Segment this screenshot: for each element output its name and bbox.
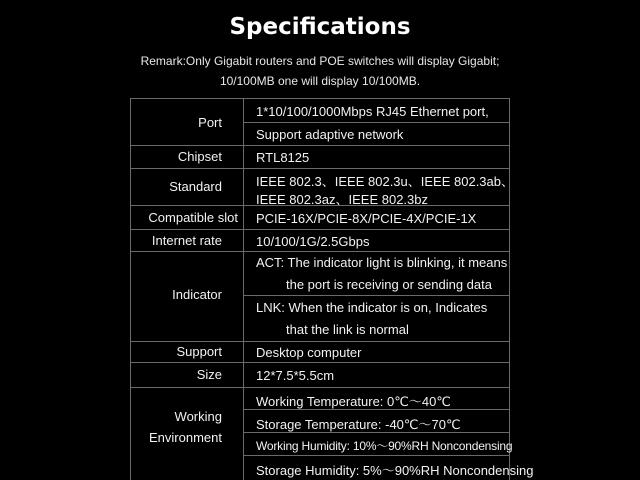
row-separator	[130, 251, 510, 252]
table-border-left	[130, 98, 131, 480]
value-internet-rate: 10/100/1G/2.5Gbps	[256, 234, 370, 249]
table-border-right	[509, 98, 510, 480]
sub-row-separator	[243, 455, 510, 456]
row-separator	[130, 341, 510, 342]
value-compatible-slot: PCIE-16X/PCIE-8X/PCIE-4X/PCIE-1X	[256, 211, 477, 226]
value-storage-humidity: Storage Humidity: 5%～90%RH Noncondensing	[256, 463, 534, 478]
spec-table	[130, 98, 534, 480]
table-border-top	[130, 98, 510, 99]
value-working-humidity: Working Humidity: 10%～90%RH Noncondensing	[256, 439, 513, 453]
label-internet-rate: Internet rate	[151, 233, 222, 248]
remark-line-1: Remark:Only Gigabit routers and POE switches will display Gigabit;	[140, 54, 500, 68]
label-chipset: Chipset	[177, 149, 222, 164]
label-indicator: Indicator	[172, 287, 222, 302]
row-separator	[130, 145, 510, 146]
value-standard-line-2: IEEE 802.3az、IEEE 802.3bz	[256, 192, 428, 207]
value-indicator-line-4: that the link is normal	[286, 322, 409, 337]
row-separator	[130, 387, 510, 388]
value-indicator-line-2: the port is receiving or sending data	[286, 277, 492, 292]
value-chipset: RTL8125	[256, 150, 310, 165]
value-size: 12*7.5*5.5cm	[256, 368, 335, 383]
row-separator	[130, 168, 510, 169]
value-port-line-2: Support adaptive network	[256, 127, 404, 142]
value-indicator-line-1: ACT: The indicator light is blinking, it means	[256, 255, 508, 270]
value-support: Desktop computer	[256, 345, 362, 360]
value-storage-temperature: Storage Temperature: -40℃～70℃	[256, 417, 461, 432]
value-port-line-1: 1*10/100/1000Mbps RJ45 Ethernet port,	[256, 104, 489, 119]
row-separator	[130, 229, 510, 230]
label-environment-line-1: Working	[174, 409, 222, 424]
value-working-temperature: Working Temperature: 0℃～40℃	[256, 394, 451, 409]
label-compatible-slot: Compatible slot	[148, 210, 238, 225]
label-port: Port	[198, 115, 222, 130]
page-title: Specifications	[229, 14, 411, 40]
value-indicator-line-3: LNK: When the indicator is on, Indicates	[256, 300, 488, 315]
remark-line-2: 10/100MB one will display 10/100MB.	[219, 74, 421, 88]
label-environment-line-2: Environment	[149, 430, 222, 445]
value-standard-line-1: IEEE 802.3、IEEE 802.3u、IEEE 802.3ab、	[256, 174, 514, 189]
label-standard: Standard	[169, 179, 222, 194]
label-support: Support	[176, 344, 222, 359]
row-separator	[130, 362, 510, 363]
sub-row-separator	[243, 295, 510, 296]
sub-row-separator	[243, 122, 510, 123]
label-size: Size	[196, 367, 222, 382]
column-divider	[243, 98, 244, 480]
